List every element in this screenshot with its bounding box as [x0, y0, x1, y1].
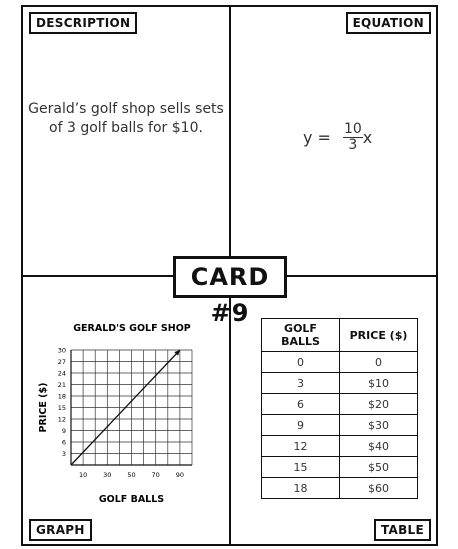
table-row — [262, 373, 418, 394]
table-row — [262, 457, 418, 478]
x-tick-label: 90 — [175, 471, 185, 479]
table-row — [262, 478, 418, 499]
y-tick-label: 24 — [57, 369, 66, 378]
x-tick-label: 50 — [127, 471, 136, 479]
y-tick-label: 6 — [61, 438, 66, 447]
table-header-golf-balls: GOLF BALLS — [262, 319, 340, 352]
description-text: Gerald’s golf shop sells sets of 3 golf balls for $10. — [28, 101, 224, 136]
table-cell-golf-balls: 9 — [262, 415, 340, 436]
x-tick-label: 70 — [151, 471, 160, 479]
equation-lhs: y = — [303, 128, 331, 147]
equation — [303, 122, 372, 153]
y-tick-label: 15 — [57, 404, 66, 412]
chart-title: GERALD'S GOLF SHOP — [73, 323, 191, 334]
y-tick-label: 30 — [57, 346, 66, 355]
table-cell-price: $10 — [340, 373, 418, 394]
table-cell-golf-balls: 3 — [262, 373, 340, 394]
y-tick-label: 18 — [57, 392, 66, 401]
table-cell-price: 0 — [340, 352, 418, 373]
y-tick-label: 3 — [61, 450, 66, 458]
x-tick-label: 30 — [103, 471, 112, 479]
card-title: CARD #9 — [173, 256, 287, 298]
table-header-price: PRICE ($) — [340, 319, 418, 352]
equation-variable: x — [362, 128, 373, 147]
table-cell-price: $30 — [340, 415, 418, 436]
graph-label: GRAPH — [29, 519, 92, 541]
table-cell-golf-balls: 6 — [262, 394, 340, 415]
y-tick-label: 27 — [57, 358, 66, 366]
table-cell-price: $20 — [340, 394, 418, 415]
equation-numerator: 10 — [343, 121, 362, 137]
table-cell-price: $60 — [340, 478, 418, 499]
y-tick-label: 12 — [57, 415, 66, 424]
table-row — [262, 415, 418, 436]
table-cell-golf-balls: 18 — [262, 478, 340, 499]
table-row — [262, 352, 418, 373]
table-row — [262, 394, 418, 415]
table-cell-golf-balls: 0 — [262, 352, 340, 373]
table-cell-golf-balls: 12 — [262, 436, 340, 457]
description-label: DESCRIPTION — [29, 12, 137, 34]
equation-denominator: 3 — [348, 137, 358, 153]
table-cell-price: $50 — [340, 457, 418, 478]
y-tick-label: 21 — [57, 381, 66, 389]
table-label: TABLE — [374, 519, 431, 541]
table-row — [262, 436, 418, 457]
y-tick-label: 9 — [61, 427, 66, 435]
x-axis-label: GOLF BALLS — [98, 494, 165, 505]
table-cell-golf-balls: 15 — [262, 457, 340, 478]
equation-fraction — [343, 122, 363, 153]
data-table — [261, 318, 418, 499]
golf-shop-chart — [26, 315, 216, 515]
table-cell-price: $40 — [340, 436, 418, 457]
equation-label: EQUATION — [346, 12, 431, 34]
y-axis-label: PRICE ($) — [38, 382, 49, 433]
table-header-row — [262, 319, 418, 352]
x-tick-label: 10 — [78, 471, 88, 479]
